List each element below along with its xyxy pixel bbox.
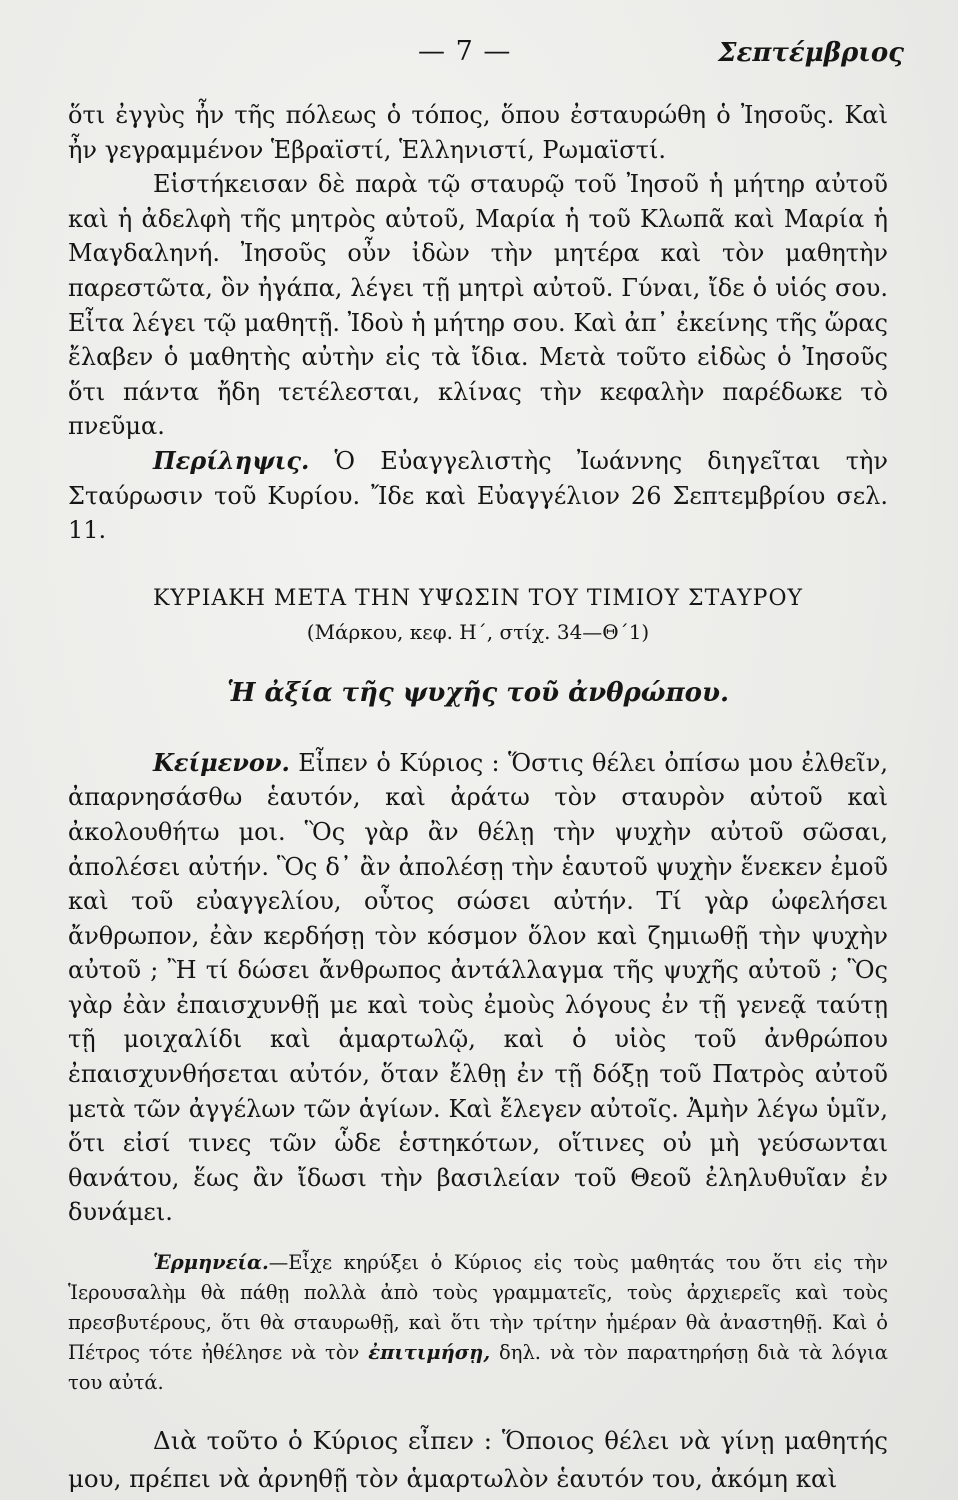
interpretation-body: —Εἶχε κηρύξει ὁ Κύριος εἰς τοὺς μαθητάς του ὅτι εἰς τὴν Ἱερουσαλὴμ θὰ πάθῃ πολλὰ ἀπὸ τοὺς γραμματεῖς, τοὺς ἀρχιερεῖς καὶ τοὺς πρεσβυτέρους, ὅτι θὰ σταυρωθῇ, καὶ ὅτι τὴν τρίτην ἡμέραν θὰ ἀναστηθῇ. Καὶ ὁ Πέτρος τότε ἠθέλησε νὰ τὸν — [68, 1251, 888, 1365]
page-number: — 7 — — [418, 36, 512, 67]
text-body: Εἶπεν ὁ Κύριος : Ὅστις θέλει ὀπίσω μου ἐλθεῖν, ἀπαρνησάσθω ἑαυτόν, καὶ ἀράτω τὸν σταυρὸν αὐτοῦ καὶ ἀκολουθήτω μοι. Ὃς γὰρ ἂν θέλῃ τὴν ψυχὴν αὐτοῦ σῶσαι, ἀπολέσει αὐτήν. Ὃς δ᾿ ἂν ἀπολέσῃ τὴν ἑαυτοῦ ψυχὴν ἕνεκεν ἐμοῦ καὶ τοῦ εὐαγγελίου, οὗτος σώσει αὐτήν. Τί γὰρ ὠφελήσει ἄνθρωπον, ἐὰν κερδήσῃ τὸν κόσμον ὅλον καὶ ζημιωθῇ τὴν ψυχὴν αὐτοῦ ; Ἢ τί δώσει ἄνθρωπος ἀντάλλαγμα τῆς ψυχῆς αὐτοῦ ; Ὃς γὰρ ἐὰν ἐπαισχυνθῇ με καὶ τοὺς ἐμοὺς λόγους ἐν τῇ γενεᾷ ταύτῃ τῇ μοιχαλίδι καὶ ἁμαρτωλῷ, καὶ ὁ υἱὸς τοῦ ἀνθρώπου ἐπαισχυνθήσεται αὐτόν, ὅταν ἔλθῃ ἐν τῇ δόξῃ τοῦ Πατρὸς αὐτοῦ μετὰ τῶν ἀγγέλων τῶν ἁγίων. Καὶ ἔλεγεν αὐτοῖς. Ἀμὴν λέγω ὑμῖν, ὅτι εἰσί τινες τῶν ὧδε ἑστηκότων, οἵτινες οὐ μὴ γεύσωνται θανάτου, ἕως ἂν ἴδωσι τὴν βασιλείαν τοῦ Θεοῦ ἐληλυθυῖαν ἐν δυνάμει. — [68, 748, 888, 1227]
summary-label: Περίληψις. — [153, 445, 310, 475]
passage-paragraph-1: ὅτι ἐγγὺς ἦν τῆς πόλεως ὁ τόπος, ὅπου ἐσταυρώθη ὁ Ἰησοῦς. Καὶ ἦν γεγραμμένον Ἑβραϊστί, Ἑλληνιστί, Ρωμαϊστί. — [68, 101, 888, 164]
interpretation-label: Ἑρμηνεία. — [153, 1251, 269, 1275]
gospel-text-paragraph — [68, 746, 888, 1230]
spacer — [68, 1230, 888, 1248]
text-label: Κείμενον. — [153, 747, 290, 777]
section-heading: Ἡ ἀξία τῆς ψυχῆς τοῦ ἀνθρώπου. — [226, 677, 730, 708]
spacer — [68, 1398, 888, 1422]
interpretation-emphasis: ἐπιτιμήσῃ, — [368, 1341, 491, 1365]
page-header — [68, 0, 904, 98]
summary-paragraph — [68, 444, 888, 548]
passage-paragraph-2: Εἱστήκεισαν δὲ παρὰ τῷ σταυρῷ τοῦ Ἰησοῦ ἡ μήτηρ αὐτοῦ καὶ ἡ ἀδελφὴ τῆς μητρὸς αὐτοῦ, Μαρία ἡ τοῦ Κλωπᾶ καὶ Μαρία ἡ Μαγδαληνή. Ἰησοῦς οὖν ἰδὼν τὴν μητέρα καὶ τὸν μαθητὴν παρεστῶτα, ὃν ἠγάπα, λέγει τῇ μητρὶ αὐτοῦ. Γύναι, ἴδε ὁ υἱός σου. Εἶτα λέγει τῷ μαθητῇ. Ἰδοὺ ἡ μήτηρ σου. Καὶ ἀπ᾿ ἐκείνης τῆς ὥρας ἔλαβεν ὁ μαθητὴς αὐτὴν εἰς τὰ ἴδια. Μετὰ τοῦτο εἰδὼς ὁ Ἰησοῦς ὅτι πάντα ἤδη τετέλεσται, κλίνας τὴν κεφαλὴν παρέδωκε τὸ πνεῦμα. — [68, 170, 888, 441]
summary-text: Ὁ Εὐαγγελιστὴς Ἰωάννης διηγεῖται τὴν Σταύρωσιν τοῦ Κυρίου. Ἴδε καὶ Εὐαγγέλιον 26 Σεπτεμβρίου σελ. 11. — [68, 446, 888, 545]
section-subtitle: (Μάρκου, κεφ. Η΄, στίχ. 34—Θ΄1) — [306, 619, 650, 644]
closing-paragraph: Διὰ τοῦτο ὁ Κύριος εἶπεν : Ὅποιος θέλει νὰ γίνῃ μαθητής μου, πρέπει νὰ ἀρνηθῇ τὸν ἁμαρτωλὸν ἑαυτόν του, ἀκόμη καὶ — [68, 1426, 888, 1494]
section-title: ΚΥΡΙΑΚΗ ΜΕΤΑ ΤΗΝ ΥΨΩΣΙΝ ΤΟΥ ΤΙΜΙΟΥ ΣΤΑΥΡΟΥ — [152, 585, 804, 611]
interpretation-tail: δηλ. νὰ τὸν παρατηρήσῃ διὰ τὰ λόγια του αὐτά. — [68, 1341, 888, 1395]
running-title: Σεπτέμβριος — [718, 38, 904, 68]
interpretation-paragraph — [68, 1248, 888, 1398]
